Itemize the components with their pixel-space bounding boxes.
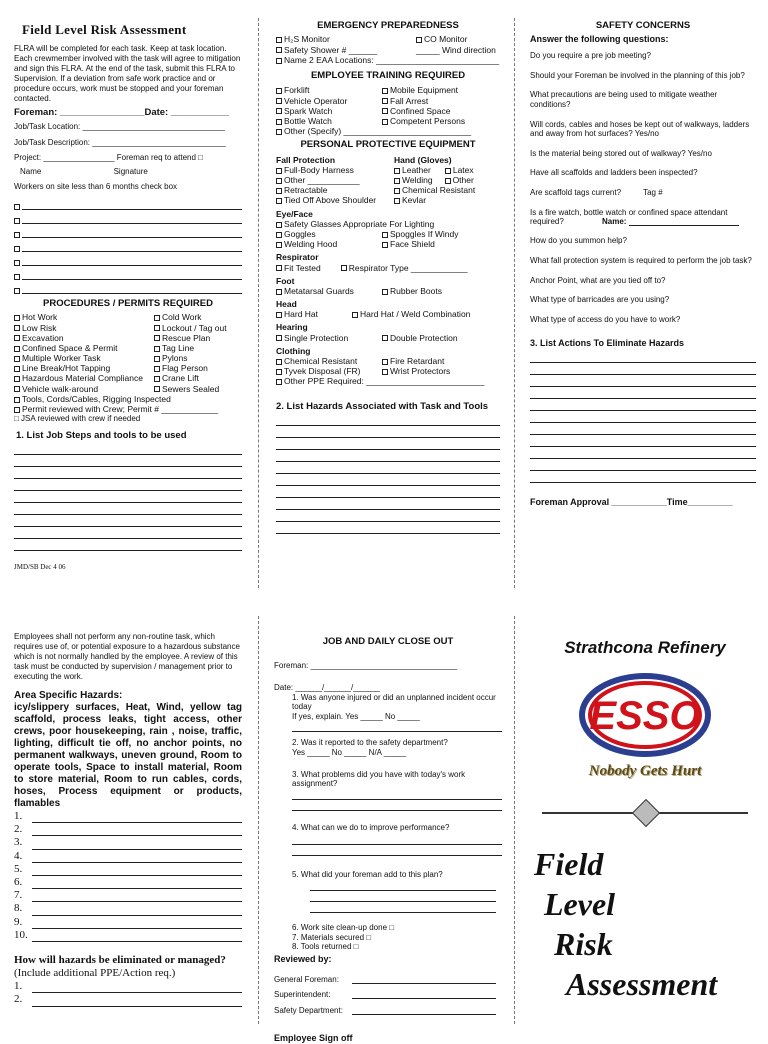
jsa-checkbox[interactable]: □ JSA reviewed with crew if needed: [14, 414, 141, 424]
fold-line: [514, 18, 515, 588]
ppe-item[interactable]: Fit Tested: [276, 263, 321, 273]
fold-line: [258, 18, 259, 588]
esso-logo: [530, 672, 760, 758]
procedure-item[interactable]: Confined Space & Permit: [14, 343, 154, 353]
eye-face-heading: Eye/Face: [276, 208, 313, 219]
foreman-date-line[interactable]: Foreman: ________________Date: ___________: [14, 106, 229, 118]
slogan: Nobody Gets Hurt: [588, 763, 702, 780]
panel-safety-concerns: [530, 18, 756, 588]
procedures-list: [14, 312, 242, 394]
worker-line[interactable]: [22, 283, 242, 294]
question: What type of barricades are you using?: [530, 295, 670, 305]
ppe-item[interactable]: Other ___________: [276, 175, 394, 185]
respirator-heading: Respirator: [276, 252, 319, 263]
management-line[interactable]: 2.: [14, 993, 242, 1006]
procedure-item[interactable]: Low Risk: [14, 323, 154, 333]
emergency-title: EMERGENCY PREPAREDNESS: [317, 20, 459, 31]
ppe-item[interactable]: Chemical Resistant: [276, 356, 382, 366]
ppe-item[interactable]: Wrist Protectors: [382, 366, 500, 376]
cover-title-word: Level: [544, 886, 616, 923]
close-out-date-field[interactable]: Date: ______/______/______: [274, 682, 380, 692]
management-line[interactable]: 1.: [14, 980, 242, 993]
workers-note: Workers on site less than 6 months check box: [14, 182, 178, 192]
procedures-title: PROCEDURES / PERMITS REQUIRED: [43, 297, 213, 309]
h2s-monitor-checkbox[interactable]: H₂S Monitor: [276, 34, 416, 44]
hearing-heading: Hearing: [276, 322, 308, 333]
checklist-item[interactable]: 6. Work site clean-up done □: [292, 922, 395, 932]
checkbox[interactable]: [14, 288, 20, 294]
safety-department-field[interactable]: [352, 1006, 496, 1015]
clothing-heading: Clothing: [276, 345, 311, 356]
ppe-item[interactable]: Leather: [394, 165, 431, 175]
cover-title-word: Field: [534, 846, 604, 883]
hazard-management-question: How will hazards be eliminated or managed? (Include additional PPE/Action req.): [14, 953, 226, 980]
job-steps-lines[interactable]: [14, 443, 242, 551]
ppe-item[interactable]: Double Protection: [382, 333, 500, 343]
hazard-line[interactable]: 5.: [14, 863, 242, 876]
hazard-line[interactable]: 8.: [14, 902, 242, 915]
ppe-item[interactable]: Single Protection: [276, 333, 382, 343]
checklist-item[interactable]: 8. Tools returned □: [292, 942, 359, 952]
procedure-item[interactable]: Multiple Worker Task: [14, 353, 154, 363]
reviewed-by-title: Reviewed by:: [274, 953, 332, 964]
safety-department-label: Safety Department:: [274, 1005, 343, 1015]
close-out-answer[interactable]: Yes _____ No _____ N/A _____: [292, 747, 407, 757]
question: Have all scaffolds and ladders been inspected?: [530, 168, 698, 178]
training-item[interactable]: Competent Persons: [382, 116, 500, 126]
ppe-item[interactable]: Kevlar: [394, 195, 500, 205]
close-out-answer[interactable]: If yes, explain. Yes _____ No _____: [292, 711, 420, 721]
hazard-line[interactable]: 3.: [14, 836, 242, 849]
panel-flra-intro: [14, 18, 242, 588]
question: What fall protection system is required to perform the job task?: [530, 255, 752, 265]
worker-line[interactable]: [22, 227, 242, 238]
signature-column-label: Signature: [113, 166, 148, 176]
panel-area-hazards: [14, 632, 242, 1024]
ppe-item[interactable]: Welding: [394, 175, 433, 185]
panel-preparedness-ppe: [276, 18, 500, 588]
worker-line[interactable]: [22, 199, 242, 210]
hazard-line[interactable]: 4.: [14, 850, 242, 863]
question: Do you require a pre job meeting?: [530, 51, 651, 61]
procedure-item[interactable]: Rescue Plan: [154, 333, 242, 343]
co-monitor-checkbox[interactable]: CO Monitor: [416, 34, 500, 44]
procedure-item[interactable]: Lockout / Tag out: [154, 323, 242, 333]
fall-protection-heading: Fall Protection: [276, 154, 336, 165]
actions-title: 3. List Actions To Eliminate Hazards: [530, 338, 685, 349]
superintendent-field[interactable]: [352, 990, 496, 999]
employee-sign-off-title: Employee Sign off: [274, 1033, 353, 1044]
ppe-title: PERSONAL PROTECTIVE EQUIPMENT: [300, 139, 476, 151]
hazards-title: 2. List Hazards Associated with Task and Tools: [276, 400, 489, 412]
hazard-line[interactable]: 9.: [14, 916, 242, 929]
hazard-line[interactable]: 6.: [14, 876, 242, 889]
ppe-item[interactable]: Safety Glasses Appropriate For Lighting: [276, 219, 500, 229]
ppe-item[interactable]: Metatarsal Guards: [276, 286, 382, 296]
actions-lines[interactable]: [530, 351, 756, 483]
panel-close-out: [274, 632, 502, 1044]
procedure-item[interactable]: Tools, Cords/Cables, Rigging Inspected: [14, 394, 242, 404]
training-item[interactable]: Bottle Watch: [276, 116, 382, 126]
training-item[interactable]: Forklift: [276, 85, 382, 95]
hazard-line[interactable]: 2.: [14, 823, 242, 836]
doc-footer: JMD/SB Dec 4 06: [14, 563, 66, 572]
training-title: EMPLOYEE TRAINING REQUIRED: [310, 69, 466, 81]
close-out-foreman-field[interactable]: Foreman: _________________________________: [274, 661, 458, 671]
fold-line: [514, 616, 515, 1024]
training-item[interactable]: Mobile Equipment: [382, 85, 500, 95]
job-location-field[interactable]: Job/Task Location: ________________________________: [14, 121, 225, 131]
hazards-lines[interactable]: [276, 414, 500, 534]
close-out-question: 4. What can we do to improve performance?: [292, 822, 450, 832]
safety-shower-field[interactable]: Safety Shower # ______: [276, 45, 416, 55]
project-field[interactable]: Project: ________________ Foreman req to attend □: [14, 153, 203, 163]
close-out-question: 2. Was it reported to the safety department?: [292, 738, 448, 748]
ppe-item[interactable]: Latex: [445, 165, 474, 175]
ppe-item[interactable]: Full-Body Harness: [276, 165, 394, 175]
cover-title-word: Assessment: [566, 966, 718, 1003]
worker-line[interactable]: [22, 241, 242, 252]
worker-sign-lines: [14, 196, 242, 294]
intro-text: FLRA will be completed for each task. Keep at task location. Each crewmember involved with the task will agree to mitigation and sign this FLRA. At the end of the task, submit this FLRA to Supervision. If a deviation from safe work practice and or procedure occurs, work must be stopped and your foreman contacted.: [14, 43, 241, 103]
area-hazards-text: icy/slippery surfaces, Heat, Wind, yellow tag scaffold, process leaks, tight access, other crews, poor housekeeping, rain , noise, traffic, lighting, difficult tie off, no anchor points, no permanent walkways, uneven ground, Room to operate tools, Space to install material, Room to store material, Room to run cables, cords, hoses, Process equipment or products, flamables: [14, 702, 242, 809]
ppe-item[interactable]: Other: [445, 175, 474, 185]
close-out-question: 3. What problems did you have with today's work assignment?: [292, 769, 466, 789]
procedure-item[interactable]: Pylons: [154, 353, 242, 363]
question: Is a fire watch, bottle watch or confined space attendant required?: [530, 207, 728, 227]
ppe-item[interactable]: Welding Hood: [276, 239, 382, 249]
job-steps-title: 1. List Job Steps and tools to be used: [16, 429, 187, 441]
procedure-item[interactable]: Cold Work: [154, 312, 242, 322]
procedure-item[interactable]: Hot Work: [14, 312, 154, 322]
training-item[interactable]: Fall Arrest: [382, 96, 500, 106]
ppe-item[interactable]: Tyvek Disposal (FR): [276, 366, 382, 376]
diamond-icon: [632, 799, 660, 827]
panel-cover: [530, 632, 760, 1024]
checklist-item[interactable]: 7. Materials secured □: [292, 932, 372, 942]
answer-lines[interactable]: [292, 834, 502, 856]
procedure-item[interactable]: Tag Line: [154, 343, 242, 353]
procedure-item[interactable]: Vehicle walk-around: [14, 384, 154, 394]
training-item[interactable]: Other (Specify) ___________________________: [276, 126, 500, 136]
esso-logo-icon: [578, 672, 712, 758]
ppe-item[interactable]: Hard Hat: [276, 309, 352, 319]
answer-line[interactable]: [292, 721, 502, 732]
ornament-divider: [530, 798, 760, 828]
hand-gloves-heading: Hand (Gloves): [394, 154, 452, 165]
question: Is the material being stored out of walkway? Yes/no: [530, 148, 712, 158]
ppe-item[interactable]: Fire Retardant: [382, 356, 500, 366]
procedure-item[interactable]: Sewers Sealed: [154, 384, 242, 394]
name-column-label: Name: [20, 166, 42, 176]
ppe-item[interactable]: Chemical Resistant: [394, 185, 500, 195]
attendant-name-label: Name:: [602, 216, 627, 226]
ppe-item[interactable]: Respirator Type ____________: [341, 263, 468, 273]
training-item[interactable]: Vehicle Operator: [276, 96, 382, 106]
ppe-item[interactable]: Hard Hat / Weld Combination: [352, 309, 500, 319]
ppe-item[interactable]: Spoggles If Windy: [382, 229, 500, 239]
cover-title: [530, 844, 760, 1004]
checkbox[interactable]: [14, 218, 20, 224]
hazard-line[interactable]: 10.: [14, 929, 242, 942]
wind-direction-field[interactable]: _____ Wind direction: [416, 44, 496, 55]
eaa-locations-field[interactable]: Name 2 EAA Locations: __________________________: [276, 55, 500, 65]
head-heading: Head: [276, 299, 297, 310]
question: What precautions are being used to mitigate weather conditions?: [530, 90, 718, 109]
general-foreman-label: General Foreman:: [274, 974, 339, 984]
ppe-item[interactable]: Rubber Boots: [382, 286, 500, 296]
procedure-item[interactable]: Flag Person: [154, 363, 242, 373]
logo-text: ESSO: [589, 694, 701, 739]
checkbox[interactable]: [14, 232, 20, 238]
question: What type of access do you have to work?: [530, 314, 681, 324]
question: Should your Foreman be involved in the planning of this job?: [530, 70, 745, 80]
answer-lines[interactable]: [292, 789, 502, 811]
procedure-item[interactable]: Hazardous Material Compliance: [14, 373, 154, 383]
fold-line: [258, 616, 259, 1024]
cover-title-word: Risk: [554, 926, 613, 963]
checkbox[interactable]: [14, 260, 20, 266]
hazard-number-list: [14, 810, 242, 942]
question: Are scaffold tags current? Tag #: [530, 187, 663, 197]
close-out-question: 1. Was anyone injured or did an unplanned incident occur today: [292, 692, 496, 712]
question: How do you summon help?: [530, 236, 627, 246]
training-item[interactable]: Spark Watch: [276, 106, 382, 116]
form-title: Field Level Risk Assessment: [22, 22, 187, 37]
close-out-checklist: [274, 923, 502, 952]
ppe-item[interactable]: Retractable: [276, 185, 394, 195]
procedure-item[interactable]: Permit reviewed with Crew; Permit # ____________: [14, 404, 242, 414]
other-ppe-field[interactable]: Other PPE Required: _________________________: [276, 376, 500, 386]
superintendent-label: Superintendent:: [274, 990, 331, 1000]
company-name: Strathcona Refinery: [564, 638, 726, 657]
foot-heading: Foot: [276, 275, 295, 286]
question: Anchor Point, what are you tied off to?: [530, 275, 666, 285]
procedure-item[interactable]: Excavation: [14, 333, 154, 343]
close-out-title: JOB AND DAILY CLOSE OUT: [322, 636, 454, 647]
checkbox[interactable]: [14, 246, 20, 252]
general-foreman-field[interactable]: [352, 975, 496, 984]
foreman-approval-field[interactable]: Foreman Approval ___________Time_________: [530, 497, 733, 508]
question: Will cords, cables and hoses be kept out of walkways, ladders and away from hot surfaces? Yes/no: [530, 119, 750, 139]
safety-concerns-title: SAFETY CONCERNS: [595, 20, 691, 31]
worker-line[interactable]: [22, 255, 242, 266]
worker-line[interactable]: [22, 213, 242, 224]
non-routine-notice: Employees shall not perform any non-routine task, which requires use of, or potential exposure to a hazardous substance which is not normally handled by the employee. A review of this task must be conducted by supervision / management prior to executing the work.: [14, 632, 240, 681]
checkbox[interactable]: [14, 204, 20, 210]
job-description-field[interactable]: Job/Task Description: ______________________________: [14, 137, 226, 147]
training-item[interactable]: Confined Space: [382, 106, 500, 116]
hazard-line[interactable]: 1.: [14, 810, 242, 823]
worker-line[interactable]: [22, 269, 242, 280]
answer-lines[interactable]: [310, 880, 496, 913]
checkbox[interactable]: [14, 274, 20, 280]
ppe-item[interactable]: Tied Off Above Shoulder: [276, 195, 394, 205]
hazard-line[interactable]: 7.: [14, 889, 242, 902]
procedure-item[interactable]: Crane Lift: [154, 373, 242, 383]
attendant-name-field[interactable]: [629, 217, 739, 226]
ppe-item[interactable]: Face Shield: [382, 239, 500, 249]
ppe-item[interactable]: Goggles: [276, 229, 382, 239]
area-hazards-title: Area Specific Hazards:: [14, 690, 123, 701]
close-out-question: 5. What did your foreman add to this plan?: [292, 870, 443, 880]
procedure-item[interactable]: Line Break/Hot Tapping: [14, 363, 154, 373]
answer-questions-title: Answer the following questions:: [530, 34, 669, 45]
